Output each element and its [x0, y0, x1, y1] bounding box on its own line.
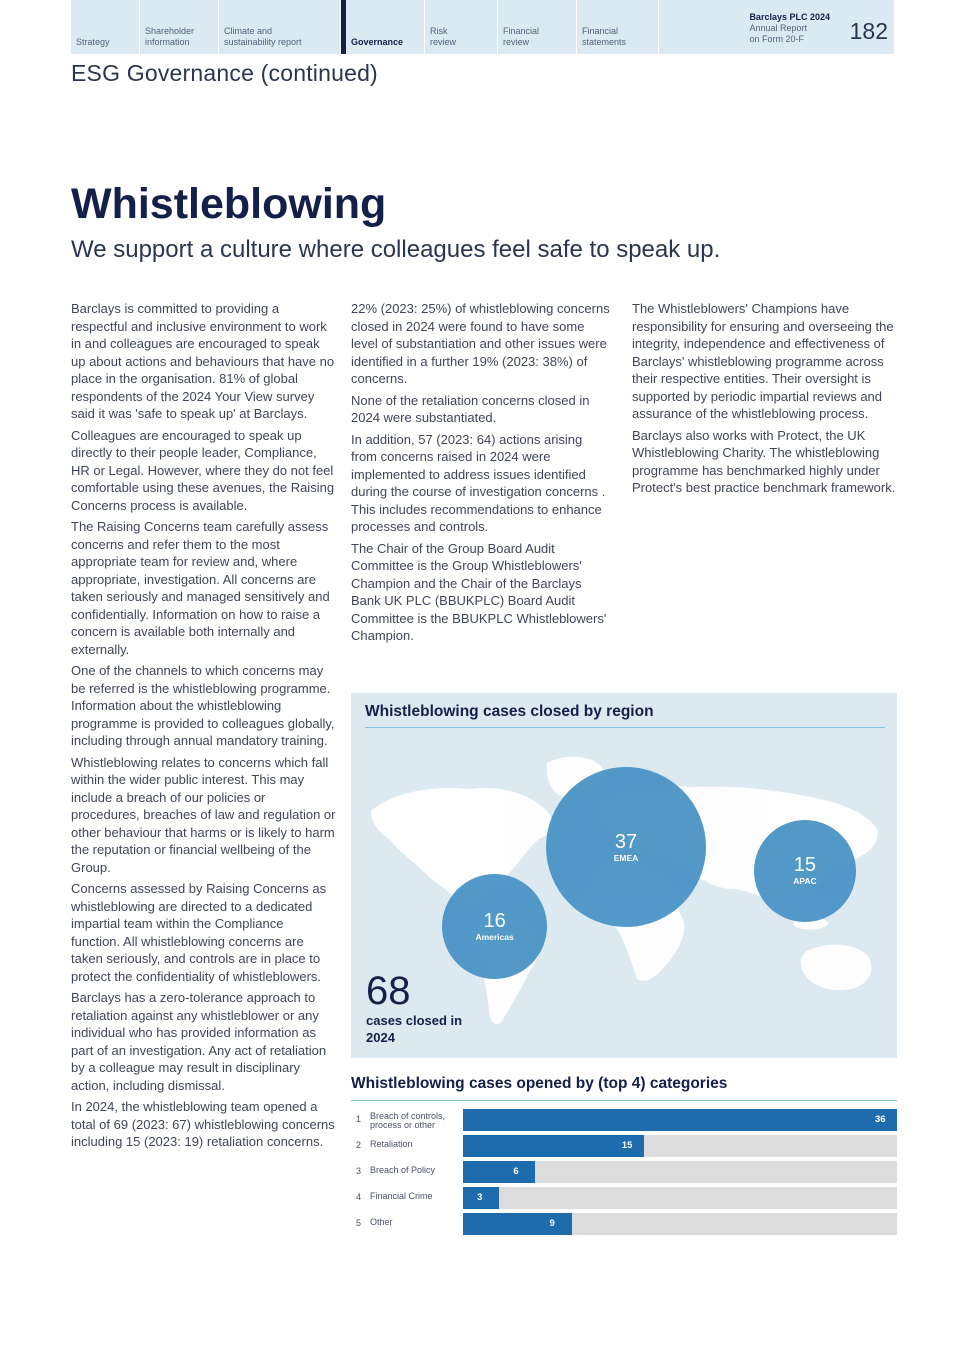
bar-index: 2: [356, 1140, 362, 1150]
nav-tab-label: Risk review: [430, 26, 457, 47]
bar-index: 1: [356, 1114, 362, 1124]
paragraph: Barclays is committed to providing a respectful and inclusive environment to work in and colleagues are encouraged to speak up about actions and behaviours that have no place in the organisation. 81% of global respondents of the 2024 Your View survey said it was 'safe to speak up' at Barclays.: [71, 301, 335, 421]
page-title: Whistleblowing: [71, 180, 387, 228]
total-value: 68: [366, 969, 411, 1013]
bar-value: 3: [477, 1192, 483, 1203]
bubble-value: 16: [483, 910, 506, 933]
nav-tab-label: Financial statements: [582, 26, 627, 47]
total-label: cases closed in 2024: [366, 1013, 463, 1045]
total-cases: [366, 970, 466, 1046]
bar-chart-title-rule: [351, 1100, 897, 1101]
report-info: [749, 12, 830, 45]
bar-value: 36: [875, 1114, 886, 1125]
category-bar-chart: [351, 1073, 897, 1243]
nav-tab-governance[interactable]: [341, 0, 425, 54]
paragraph: Whistleblowing relates to concerns which fall within the wider public interest. This may include a breach of our policies or procedures, breaches of law and regulation or other behaviour that harms or is likely to harm the reputation or financial wellbeing of the Group.: [71, 754, 336, 875]
section-title: ESG Governance (continued): [71, 60, 378, 86]
bar-index: 3: [356, 1166, 362, 1176]
bar-index: 5: [356, 1218, 362, 1228]
bubble-emea: [546, 767, 706, 927]
bar-track: [463, 1135, 897, 1157]
nav-tab-climate[interactable]: [219, 0, 341, 54]
bar-index: 4: [356, 1192, 362, 1202]
paragraph: Concerns assessed by Raising Concerns as whistleblowing are directed to a dedicated impartial team within the Compliance function. All whistleblowing concerns are taken seriously, and controls are in place to protect the confidentiality of whistleblowers.: [71, 881, 327, 984]
bar-track: [463, 1187, 897, 1209]
bar-category: Other: [370, 1217, 393, 1227]
bar-track: [463, 1109, 897, 1131]
paragraph: The Chair of the Group Board Audit Committee is the Group Whistleblowers' Champion and the Chair of the Barclays Bank UK PLC (BBUKPLC) Board Audit Committee is the BBUKPLC Whistleblowers' Champion.: [351, 540, 607, 643]
bar: [463, 1109, 897, 1131]
bubble-apac: [754, 820, 856, 922]
page-number: 182: [849, 18, 888, 44]
bar-value: 15: [621, 1140, 633, 1151]
paragraph: Colleagues are encouraged to speak up directly to their people leader, Compliance, HR or Legal. However, where they do not feel comfortable using these avenues, the Raising Concerns process is available.: [71, 427, 335, 513]
report-name: Annual Report: [749, 23, 807, 33]
report-form: on Form 20-F: [749, 34, 804, 44]
bar-category: Breach of controls, process or other: [370, 1111, 446, 1130]
bar: [463, 1161, 535, 1183]
bar-row: [351, 1187, 897, 1209]
bar-row: [351, 1161, 897, 1183]
nav-tab-financial-review[interactable]: [498, 0, 577, 54]
nav-tab-label: Financial review: [503, 26, 540, 47]
nav-tab-risk-review[interactable]: [425, 0, 498, 54]
bubble-label: APAC: [793, 876, 817, 887]
bar-category: Financial Crime: [370, 1191, 433, 1201]
bar-category: Breach of Policy: [370, 1165, 436, 1175]
nav-tab-label: Strategy: [76, 37, 110, 47]
paragraph: One of the channels to which concerns may be referred is the whistleblowing programme. Information about the whistleblowing programme is provided to colleagues globally, including through annual mandatory training.: [71, 663, 335, 748]
bar-value: 6: [513, 1166, 519, 1177]
map-title: Whistleblowing cases closed by region: [365, 703, 654, 720]
paragraph: Barclays also works with Protect, the UK Whistleblowing Charity. The whistleblowing programme has benchmarked highly under Protect's best practice benchmark framework.: [632, 427, 896, 495]
paragraph: 22% (2023: 25%) of whistleblowing concerns closed in 2024 were found to have some level of substantiation and other issues were identified in a further 19% (2023: 38%) of concerns.: [351, 301, 610, 386]
text-column-3: [632, 300, 897, 501]
bubble-label: EMEA: [613, 852, 639, 863]
text-column-2: [351, 300, 611, 649]
bubble-value: 37: [614, 830, 638, 853]
map-title-rule: [365, 727, 885, 728]
bar: [463, 1135, 644, 1157]
bar-row: [351, 1135, 897, 1157]
nav-tab-label: Shareholder information: [145, 26, 195, 47]
nav-tab-shareholder-information[interactable]: [140, 0, 219, 54]
bar: [463, 1213, 572, 1235]
paragraph: Barclays has a zero-tolerance approach to retaliation against any whistleblower or any individual who has provided information as part of an investigation. Any act of retaliation by a colleague may result in disciplinary action, including dismissal.: [71, 990, 327, 1093]
paragraph: None of the retaliation concerns closed in 2024 were substantiated.: [351, 392, 590, 425]
nav-tab-strategy[interactable]: [71, 0, 140, 54]
bar-row: [351, 1213, 897, 1235]
bubble-value: 15: [793, 854, 817, 877]
bubble-label: Americas: [475, 932, 514, 943]
bar-chart-title: Whistleblowing cases opened by (top 4) categories: [351, 1075, 728, 1092]
bubble-americas: [442, 874, 547, 979]
text-column-1: [71, 300, 336, 1155]
bar-category: Retaliation: [370, 1139, 413, 1149]
region-map-panel: [351, 693, 897, 1058]
page-subtitle: We support a culture where colleagues feel safe to speak up.: [71, 236, 721, 263]
paragraph: The Raising Concerns team carefully assess concerns and refer them to the most appropriate team for review and, where appropriate, investigation. All concerns are taken seriously and managed sensitively and confidentially. Information on how to raise a concern is available both internally and externally.: [71, 519, 330, 657]
paragraph: The Whistleblowers' Champions have responsibility for ensuring and overseeing the integrity, independence and effectiveness of Barclays' whistleblowing programme across their respective entities. Their oversight is supported by periodic impartial reviews and assurance of the whistleblowing process.: [632, 301, 894, 421]
bar-value: 9: [549, 1218, 555, 1229]
bar-track: [463, 1161, 897, 1183]
bar-row: [351, 1109, 897, 1131]
nav-tab-financial-statements[interactable]: [577, 0, 659, 54]
nav-tab-label: Governance: [351, 37, 404, 47]
nav-tab-label: Climate and sustainability report: [224, 26, 302, 47]
paragraph: In 2024, the whistleblowing team opened a total of 69 (2023: 67) whistleblowing concerns including 15 (2023: 19) retaliation concerns.: [71, 1099, 335, 1149]
bar-track: [463, 1213, 897, 1235]
report-company: Barclays PLC 2024: [749, 12, 830, 22]
top-navigation: [71, 0, 894, 54]
paragraph: In addition, 57 (2023: 64) actions arising from concerns raised in 2024 were implemented to address issues identified during the course of investigation concerns . This includes recommendations to enhance processes and controls.: [351, 431, 606, 534]
